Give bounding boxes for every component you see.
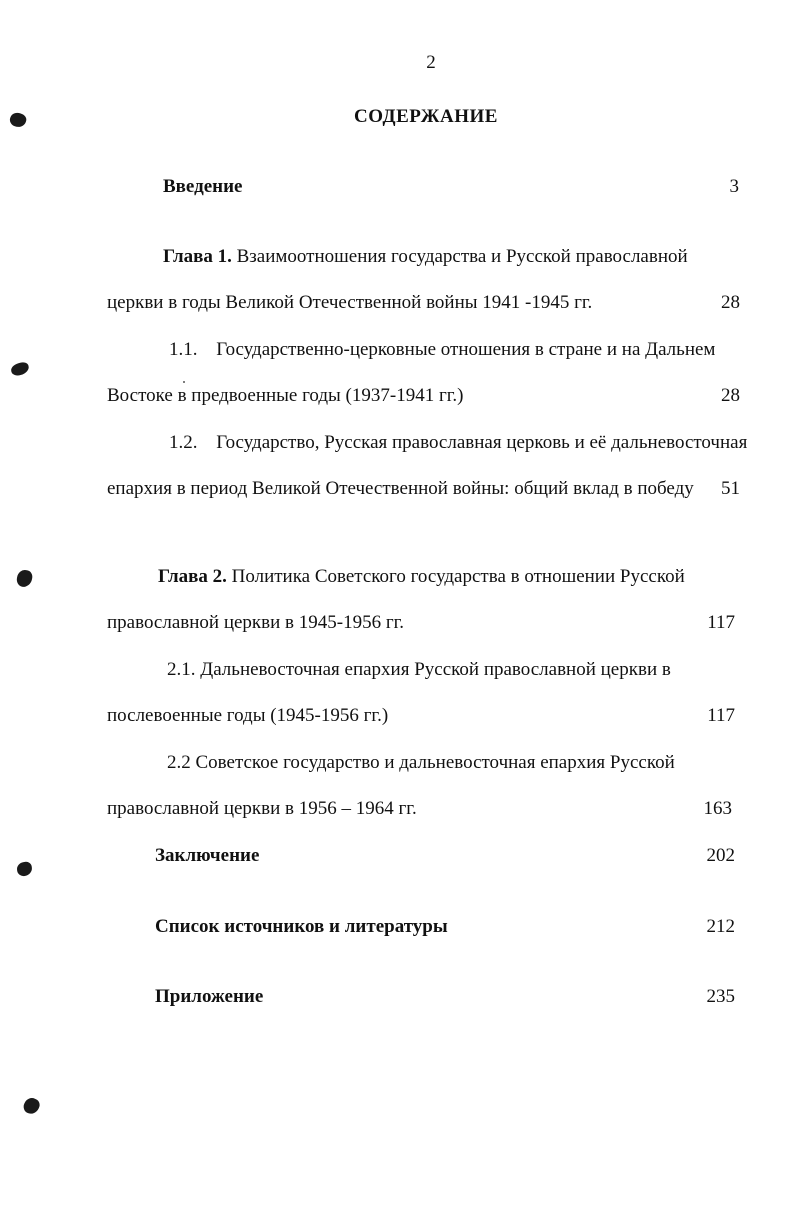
toc-chapter2-line2: православной церкви в 1945-1956 гг. — [107, 612, 405, 633]
toc-section-2-1-page: 117 — [707, 705, 735, 726]
toc-section-1-2-title-line1: Государство, Русская православная церковь и её дальневосточная — [216, 432, 748, 453]
scan-blot — [16, 569, 34, 588]
toc-chapter1-title-line1: Взаимоотношения государства и Русской православной — [236, 246, 688, 267]
toc-chapter2-line1 — [158, 566, 685, 588]
toc-conclusion-label: Заключение — [155, 845, 260, 866]
page-number: 2 — [426, 52, 436, 73]
toc-section-2-1-line1: 2.1. Дальневосточная епархия Русской православной церкви в — [167, 659, 671, 680]
scan-blot — [10, 361, 30, 377]
toc-section-2-2-line1: 2.2 Советское государство и дальневосточная епархия Русской — [167, 752, 675, 773]
toc-sources-label: Список источников и литературы — [155, 916, 448, 937]
toc-section-1-1-line2: Востоке в предвоенные годы (1937-1941 гг.) — [107, 385, 464, 406]
toc-appendix-page: 235 — [706, 986, 735, 1007]
toc-section-1-1-title-line1: Государственно-церковные отношения в стране и на Дальнем — [216, 339, 716, 360]
toc-section-1-2-num: 1.2. — [169, 432, 198, 453]
toc-intro-label: Введение — [163, 176, 243, 197]
toc-section-1-2-line2: епархия в период Великой Отечественной войны: общий вклад в победу — [107, 478, 694, 499]
page-title: СОДЕРЖАНИЕ — [354, 106, 498, 127]
toc-intro-page: 3 — [729, 176, 739, 197]
toc-chapter1-line1 — [163, 246, 688, 268]
toc-sources-page: 212 — [706, 916, 735, 937]
scan-speck — [183, 381, 185, 383]
toc-section-1-1-line1 — [169, 339, 715, 361]
toc-chapter1-prefix: Глава 1. — [163, 246, 232, 267]
toc-chapter1-page: 28 — [721, 292, 740, 313]
toc-appendix-label: Приложение — [155, 986, 264, 1007]
toc-section-2-2-page: 163 — [703, 798, 732, 819]
toc-chapter2-page: 117 — [707, 612, 735, 633]
toc-section-1-2-line1 — [169, 432, 747, 454]
toc-section-1-2-page: 51 — [721, 478, 740, 499]
toc-section-2-1-line2: послевоенные годы (1945-1956 гг.) — [107, 705, 389, 726]
scan-blot — [21, 1096, 41, 1117]
toc-chapter2-prefix: Глава 2. — [158, 566, 227, 587]
toc-chapter1-line2: церкви в годы Великой Отечественной войны 1941 -1945 гг. — [107, 292, 593, 313]
toc-section-1-1-num: 1.1. — [169, 339, 198, 360]
toc-section-2-2-line2: православной церкви в 1956 – 1964 гг. — [107, 798, 417, 819]
toc-conclusion-page: 202 — [706, 845, 735, 866]
scan-blot — [16, 861, 33, 877]
toc-chapter2-title-line1: Политика Советского государства в отношении Русской — [231, 566, 685, 587]
toc-section-1-1-page: 28 — [721, 385, 740, 406]
